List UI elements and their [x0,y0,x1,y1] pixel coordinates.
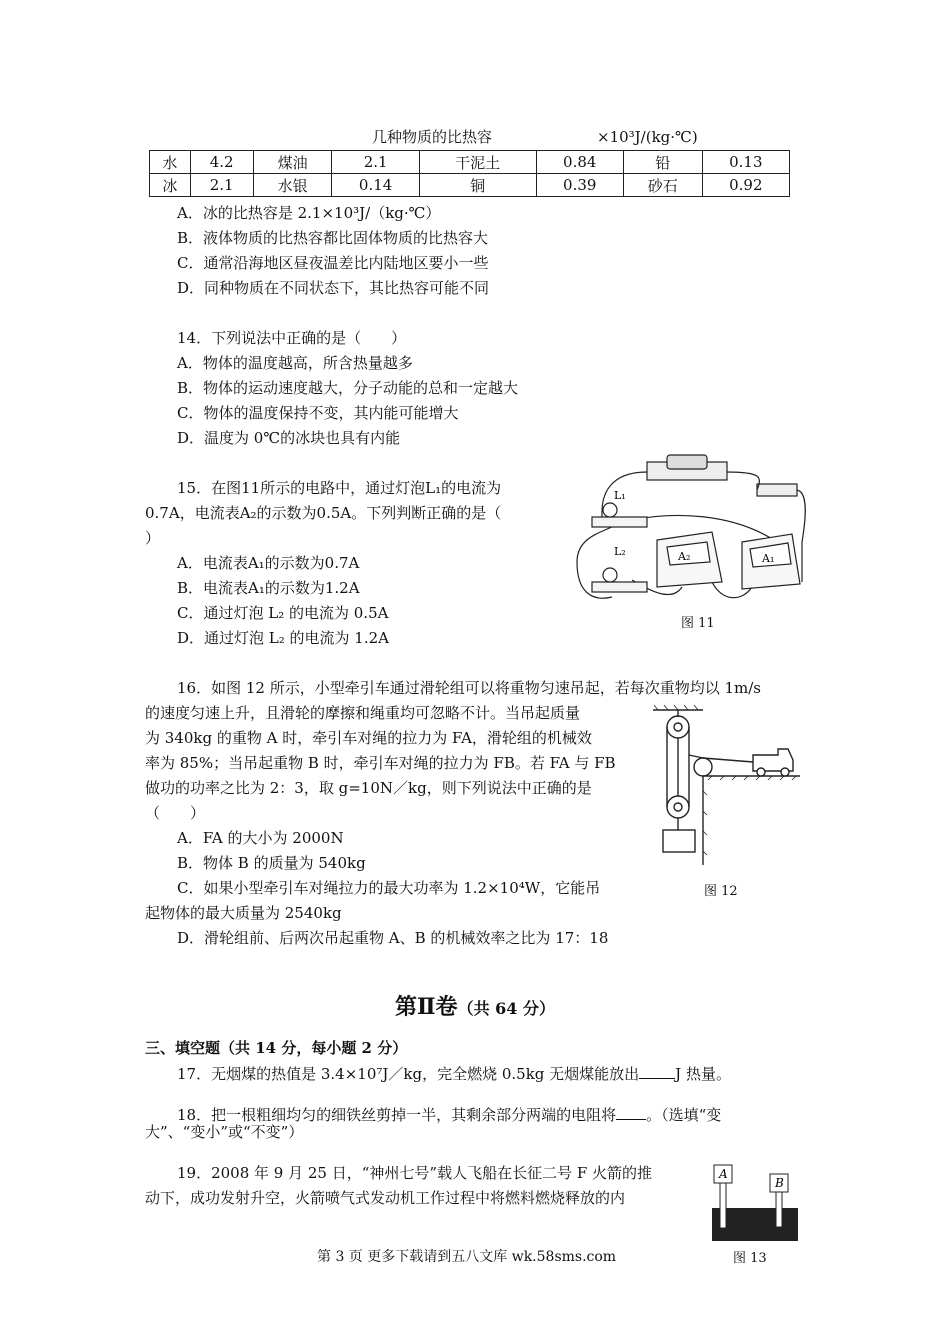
q15-option-a: A．电流表A₁的示数为0.7A [177,554,360,572]
q18-line2: 大”、“变小”或“不变”） [145,1123,304,1141]
part-3-heading: 三、填空题（共 14 分，每小题 2 分） [145,1039,408,1057]
figure-13-caption: 图 13 [733,1251,767,1266]
table-cell: 干泥土 [419,151,536,174]
q13-option-b: B．液体物质的比热容都比固体物质的比热容大 [177,229,489,247]
q18-after: 。（选填“变 [646,1106,722,1124]
q16-stem-line: 的速度匀速上升，且滑轮的摩擦和绳重均可忽略不计。当吊起质量 [145,704,581,722]
section-2-score: （共 64 分） [457,999,555,1018]
lamp-l2-icon [603,568,617,582]
table-row [150,174,790,197]
q15-option-c: C．通过灯泡 L₂ 的电流为 0.5A [177,604,389,622]
pulley-figure-12 [648,705,803,875]
q14-stem: 14．下列说法中正确的是（ ） [177,329,407,347]
circuit-figure-11 [572,452,807,612]
table-cell: 0.14 [332,174,419,197]
table-row [150,151,790,174]
table-title: 几种物质的比热容 [372,128,493,146]
table-cell: 冰 [150,174,191,197]
q15-stem-line: 0.7A，电流表A₂的示数为0.5A。下列判断正确的是（ [145,504,502,522]
table-unit: ×10³J/(kg·℃) [597,128,698,146]
label-a2: A₂ [678,550,691,563]
q16-option-c-cont: 起物体的最大质量为 2540kg [145,904,342,922]
weight-block-icon [663,830,695,852]
q16-option-d: D．滑轮组前、后两次吊起重物 A、B 的机械效率之比为 17：18 [177,929,609,947]
q16-stem-line: 率为 85%；当吊起重物 B 时，牵引车对绳的拉力为 FB。若 FA 与 FB [145,754,616,772]
table-cell: 0.92 [702,174,789,197]
q15-option-b: B．电流表A₁的示数为1.2A [177,579,360,597]
q18-before: 18．把一根粗细均匀的细铁丝剪掉一半，其剩余部分两端的电阻将 [177,1106,617,1124]
label-b: B [775,1176,784,1190]
label-a: A [719,1167,728,1181]
q15-option-d: D．通过灯泡 L₂ 的电流为 1.2A [177,629,389,647]
q17-answer-blank[interactable] [639,1063,675,1079]
table-cell: 2.1 [190,174,253,197]
lamp-l1-icon [603,503,617,517]
q15-stem-line: ） [145,529,161,547]
label-l1: L₁ [614,489,626,502]
q17-after: J 热量。 [675,1065,731,1083]
figure-12-caption: 图 12 [704,884,738,899]
q14-option-b: B．物体的运动速度越大，分子动能的总和一定越大 [177,379,519,397]
table-cell: 0.39 [536,174,623,197]
table-cell: 铅 [623,151,702,174]
figure-13 [710,1163,800,1243]
q16-option-c: C．如果小型牵引车对绳拉力的最大功率为 1.2×10⁴W，它能吊 [177,879,601,897]
q16-option-b: B．物体 B 的质量为 540kg [177,854,366,872]
q19-line2: 动下，成功发射升空，火箭喷气式发动机工作过程中将燃料燃烧释放的内 [145,1189,626,1207]
switch-icon [757,484,797,496]
table-cell: 4.2 [190,151,253,174]
table-cell: 0.13 [702,151,789,174]
q14-option-a: A．物体的温度越高，所含热量越多 [177,354,413,372]
table-cell: 水银 [253,174,332,197]
table-cell: 铜 [419,174,536,197]
q17-before: 17．无烟煤的热值是 3.4×10⁷J／kg，完全燃烧 0.5kg 无烟煤能放出 [177,1065,640,1083]
table-cell: 砂石 [623,174,702,197]
ground-pulley-icon [694,758,712,776]
table-cell: 2.1 [332,151,419,174]
specific-heat-table [149,150,790,197]
q16-stem-line: 做功的功率之比为 2：3，取 g=10N／kg，则下列说法中正确的是 [145,779,592,797]
q16-stem-line: （ ） [145,804,206,822]
q14-option-c: C．物体的温度保持不变，其内能可能增大 [177,404,459,422]
figure-11-caption: 图 11 [681,616,715,631]
q18-answer-blank[interactable] [616,1104,646,1120]
q13-option-c: C．通常沿海地区昼夜温差比内陆地区要小一些 [177,254,489,272]
table-cell: 水 [150,151,191,174]
q14-option-d: D．温度为 0℃的冰块也具有内能 [177,429,401,447]
q13-option-d: D．同种物质在不同状态下，其比热容可能不同 [177,279,490,297]
q13-option-a: A．冰的比热容是 2.1×10³J/（kg·℃） [177,204,441,222]
q16-stem-line: 为 340kg 的重物 A 时，牵引车对绳的拉力为 FA，滑轮组的机械效 [145,729,592,747]
q16-option-a: A．FA 的大小为 2000N [177,829,344,847]
movable-pulley-icon [667,796,689,818]
label-l2: L₂ [614,545,626,558]
q17 [177,1063,731,1084]
q19-line1: 19．2008 年 9 月 25 日，“神州七号”载人飞船在长征二号 F 火箭的推 [177,1164,653,1182]
table-cell: 煤油 [253,151,332,174]
section-2-heading: 第Ⅱ卷 [395,994,458,1020]
q15-stem-line: 15．在图11所示的电路中，通过灯泡L₁的电流为 [177,479,502,497]
table-cell: 0.84 [536,151,623,174]
label-a1: A₁ [762,552,775,565]
section-2-title [0,990,950,1021]
q16-stem-line: 16．如图 12 所示，小型牵引车通过滑轮组可以将重物匀速吊起，若每次重物均以 1m/s [177,679,762,697]
page-footer: 第 3 页 更多下载请到五八文库 wk.58sms.com [317,1249,617,1265]
tractor-truck-icon [753,749,793,771]
fixed-pulley-icon [667,716,689,738]
